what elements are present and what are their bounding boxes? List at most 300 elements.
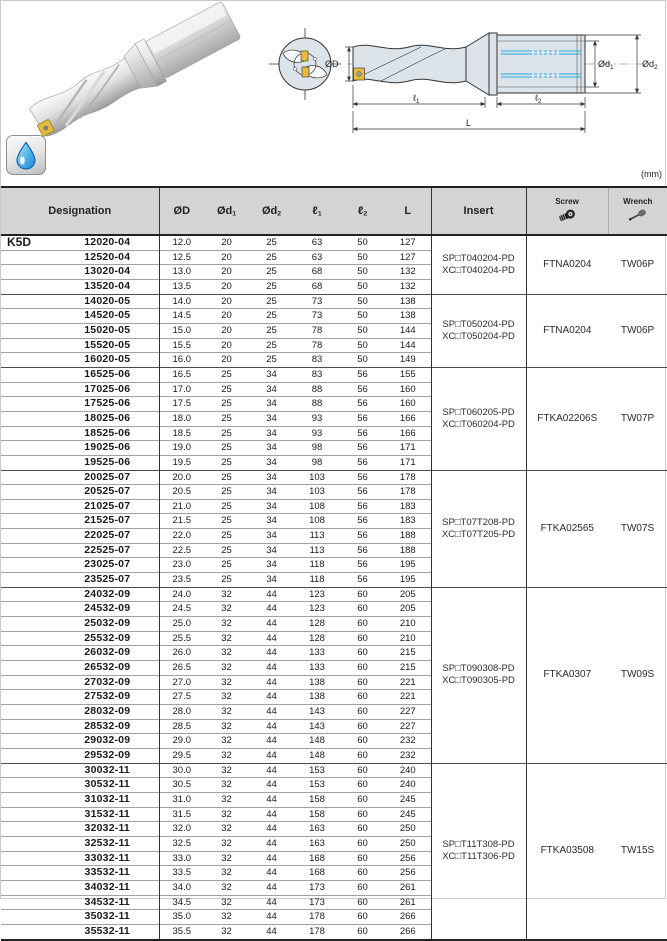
dimension-cell: 26.5 <box>159 661 204 676</box>
table-row <box>1 294 667 309</box>
dimension-cell: 23.5 <box>159 573 204 588</box>
designation-cell: 27032-09 <box>56 675 159 690</box>
designation-cell: 22525-07 <box>56 543 159 558</box>
designation-cell: 27532-09 <box>56 690 159 705</box>
dimension-cell: 18.5 <box>159 426 204 441</box>
dimension-cell: 83 <box>294 367 340 382</box>
dimension-cell: 24.5 <box>159 602 204 617</box>
dimension-cell: 153 <box>294 763 340 778</box>
dimension-cell: 32 <box>204 631 249 646</box>
dimension-cell: 44 <box>249 646 294 661</box>
dimension-cell: 44 <box>249 822 294 837</box>
dimension-cell: 173 <box>294 880 340 895</box>
dimension-cell: 178 <box>385 485 431 500</box>
series-cell <box>1 734 56 749</box>
dimension-cell: 148 <box>294 734 340 749</box>
series-cell <box>1 690 56 705</box>
dimension-cell: 133 <box>294 646 340 661</box>
dimension-cell: 34 <box>249 558 294 573</box>
series-cell <box>1 910 56 925</box>
series-label: K5D <box>7 235 32 249</box>
dimension-cell: 15.0 <box>159 323 204 338</box>
series-cell <box>1 675 56 690</box>
dimension-cell: 20 <box>204 323 249 338</box>
dimension-cell: 128 <box>294 631 340 646</box>
dimension-cell: 12.0 <box>172 237 192 248</box>
series-cell <box>1 558 56 573</box>
series-cell <box>1 778 56 793</box>
dimension-cell: 60 <box>340 690 385 705</box>
series-cell <box>1 485 56 500</box>
dimension-cell: 73 <box>294 294 340 309</box>
torx-driver-icon <box>628 207 648 222</box>
dimension-cell: 78 <box>294 338 340 353</box>
dimension-cell: 25 <box>204 499 249 514</box>
designation-cell: 17525-06 <box>56 397 159 412</box>
dimension-cell: 44 <box>249 617 294 632</box>
dimension-cell: 144 <box>385 323 431 338</box>
spec-table <box>1 186 667 941</box>
dimension-cell: 60 <box>340 631 385 646</box>
dimension-cell: 44 <box>249 748 294 763</box>
dimension-cell: 160 <box>385 382 431 397</box>
dimension-cell: 245 <box>385 792 431 807</box>
dimension-cell: 88 <box>294 397 340 412</box>
designation-cell: 25532-09 <box>56 631 159 646</box>
dimension-cell: 29.5 <box>159 748 204 763</box>
insert-cell: SP□T090308-PD XC□T090305-PD <box>431 587 526 763</box>
dimension-cell: 32 <box>204 880 249 895</box>
dimension-cell: 25 <box>204 455 249 470</box>
dimension-cell: 44 <box>249 910 294 925</box>
dimension-cell: 83 <box>294 353 340 368</box>
dimension-cell: 44 <box>249 675 294 690</box>
col-header-designation: Designation <box>1 187 159 235</box>
dimension-cell: 205 <box>385 587 431 602</box>
series-cell <box>1 397 56 412</box>
col-header-od1: $Ød_1$ <box>204 187 249 235</box>
dimension-cell: 205 <box>385 602 431 617</box>
designation-cell: 20525-07 <box>56 485 159 500</box>
col-header-od: ØD <box>159 187 204 235</box>
dimension-cell: 44 <box>249 778 294 793</box>
dimension-cell: 166 <box>385 426 431 441</box>
dimension-cell: 50 <box>340 250 385 265</box>
designation-cell: 32532-11 <box>56 836 159 851</box>
dimension-cell: 32 <box>204 924 249 939</box>
dimension-cell: 30.0 <box>159 763 204 778</box>
table-header-row <box>1 187 667 235</box>
dimension-cell: 25 <box>266 237 277 248</box>
dimension-cell: 215 <box>385 646 431 661</box>
dimension-cell: 123 <box>294 602 340 617</box>
dimension-cell: 56 <box>340 499 385 514</box>
dimension-cell: 133 <box>294 661 340 676</box>
dimension-cell: 32 <box>204 895 249 910</box>
series-cell <box>1 895 56 910</box>
dimension-cell: 50 <box>340 265 385 280</box>
dimension-cell: 32 <box>204 587 249 602</box>
dimension-cell: 25.0 <box>159 617 204 632</box>
dimension-cell: 25 <box>204 470 249 485</box>
dimension-cell: 108 <box>294 514 340 529</box>
dimension-cell: 171 <box>385 455 431 470</box>
dimension-cell: 60 <box>340 924 385 939</box>
dimension-cell: 60 <box>340 587 385 602</box>
dimension-cell: 60 <box>340 910 385 925</box>
dimension-cell: 14.0 <box>159 294 204 309</box>
dimension-cell: 19.0 <box>159 441 204 456</box>
dimension-cell: 15.5 <box>159 338 204 353</box>
dimension-cell: 149 <box>385 353 431 368</box>
dimension-cell: 168 <box>294 866 340 881</box>
series-cell <box>1 602 56 617</box>
dimension-cell: 166 <box>385 411 431 426</box>
drill-product-photo <box>7 3 259 155</box>
dimension-cell: 60 <box>340 807 385 822</box>
series-cell <box>1 470 56 485</box>
dimension-cell: 34 <box>249 455 294 470</box>
dimension-cell: 56 <box>340 441 385 456</box>
dimension-cell: 56 <box>340 514 385 529</box>
dimension-cell: 32 <box>204 778 249 793</box>
designation-cell: 35032-11 <box>56 910 159 925</box>
dimension-cell: 132 <box>385 265 431 280</box>
dimension-cell: 178 <box>294 910 340 925</box>
dimension-cell: 127 <box>385 250 431 265</box>
dimension-cell: 256 <box>385 851 431 866</box>
insert-cell: SP□T050204-PD XC□T050204-PD <box>431 294 526 367</box>
dimension-cell: 34.0 <box>159 880 204 895</box>
dimension-cell: 113 <box>294 529 340 544</box>
dimension-cell: 160 <box>385 397 431 412</box>
dimension-cell: 32 <box>204 851 249 866</box>
dimension-cell: 50 <box>357 237 368 248</box>
dimension-cell: 153 <box>294 778 340 793</box>
dimension-cell: 178 <box>385 470 431 485</box>
dimension-cell: 60 <box>340 778 385 793</box>
dimension-cell: 188 <box>385 543 431 558</box>
dimension-cell: 118 <box>294 558 340 573</box>
series-cell <box>1 499 56 514</box>
dimension-cell: 34 <box>249 397 294 412</box>
dimension-cell: 56 <box>340 470 385 485</box>
dimension-cell: 21.0 <box>159 499 204 514</box>
dimension-cell: 56 <box>340 558 385 573</box>
unit-label: (mm) <box>641 169 662 179</box>
col-header-wrench <box>608 187 667 235</box>
designation-cell: 28032-09 <box>56 705 159 720</box>
table-row <box>1 367 667 382</box>
dimension-cell: 25 <box>249 353 294 368</box>
dimension-cell: 28.5 <box>159 719 204 734</box>
insert-cell: SP□T060205-PD XC□T060204-PD <box>431 367 526 470</box>
col-header-insert: Insert <box>431 187 526 235</box>
dimension-cell: 240 <box>385 778 431 793</box>
dimension-cell: 171 <box>385 441 431 456</box>
dimension-cell: 32 <box>204 910 249 925</box>
designation-cell: 23525-07 <box>56 573 159 588</box>
dimension-cell: 44 <box>249 866 294 881</box>
dim-label-d: ØD <box>325 59 339 69</box>
designation-cell: 16525-06 <box>56 367 159 382</box>
series-cell <box>1 851 56 866</box>
table-row <box>1 763 667 778</box>
dimension-cell: 50 <box>340 323 385 338</box>
dimension-cell: 138 <box>294 675 340 690</box>
designation-cell: 12520-04 <box>56 250 159 265</box>
designation-cell: 18525-06 <box>56 426 159 441</box>
dimension-cell: 221 <box>385 690 431 705</box>
dimension-cell: 103 <box>294 485 340 500</box>
dimension-cell: 25 <box>204 558 249 573</box>
dim-label-overall: L <box>466 118 472 128</box>
designation-cell: 17025-06 <box>56 382 159 397</box>
wrench-cell: TW07S <box>608 470 667 587</box>
dimension-cell: 33.0 <box>159 851 204 866</box>
dimension-cell: 98 <box>294 455 340 470</box>
designation-cell: 30032-11 <box>56 763 159 778</box>
designation-cell: 22025-07 <box>56 529 159 544</box>
series-cell <box>1 426 56 441</box>
dimension-cell: 32 <box>204 617 249 632</box>
dimension-cell: 32 <box>204 792 249 807</box>
series-cell <box>1 441 56 456</box>
series-cell <box>1 529 56 544</box>
dimension-cell: 27.5 <box>159 690 204 705</box>
dimension-cell: 44 <box>249 734 294 749</box>
dimension-cell: 25 <box>249 338 294 353</box>
dimension-cell: 158 <box>294 792 340 807</box>
dimension-cell: 138 <box>294 690 340 705</box>
dimension-cell: 240 <box>385 763 431 778</box>
dimension-cell: 44 <box>249 924 294 939</box>
designation-cell: 24532-09 <box>56 602 159 617</box>
dimension-cell: 56 <box>340 543 385 558</box>
screw-cell: FTKA02565 <box>526 470 608 587</box>
series-cell <box>1 617 56 632</box>
dimension-cell: 256 <box>385 866 431 881</box>
dimension-cell: 25 <box>249 323 294 338</box>
dimension-cell: 60 <box>340 836 385 851</box>
designation-cell: 19025-06 <box>56 441 159 456</box>
dimension-cell: 123 <box>294 587 340 602</box>
dimension-cell: 56 <box>340 573 385 588</box>
dimension-cell: 25 <box>204 367 249 382</box>
dimension-cell: 34.5 <box>159 895 204 910</box>
dimension-cell: 60 <box>340 602 385 617</box>
dimension-cell: 25.5 <box>159 631 204 646</box>
wrench-cell: TW07P <box>608 367 667 470</box>
series-cell <box>1 543 56 558</box>
screw-header-label: Screw <box>555 197 579 206</box>
dimension-cell: 60 <box>340 880 385 895</box>
series-cell <box>1 514 56 529</box>
dimension-cell: 32.0 <box>159 822 204 837</box>
designation-cell: 14520-05 <box>56 309 159 324</box>
dimension-cell: 158 <box>294 807 340 822</box>
series-cell <box>1 411 56 426</box>
designation-cell: 18025-06 <box>56 411 159 426</box>
table-row <box>1 470 667 485</box>
dimension-cell: 22.0 <box>159 529 204 544</box>
dimension-cell: 12.5 <box>159 250 204 265</box>
dimension-cell: 27.0 <box>159 675 204 690</box>
wrench-cell: TW06P <box>608 294 667 367</box>
designation-cell: 16020-05 <box>56 353 159 368</box>
series-cell <box>1 279 56 294</box>
designation-cell: 31532-11 <box>56 807 159 822</box>
insert-cell: SP□T040204-PD XC□T040204-PD <box>431 235 526 294</box>
dimension-cell: 25 <box>204 485 249 500</box>
wrench-cell: TW09S <box>608 587 667 763</box>
dimension-cell: 163 <box>294 836 340 851</box>
designation-cell: 21025-07 <box>56 499 159 514</box>
dimension-cell: 32 <box>204 602 249 617</box>
dimension-cell: 34 <box>249 441 294 456</box>
dimension-cell: 183 <box>385 514 431 529</box>
dim-label-l1: ℓ$_1$ <box>413 93 420 105</box>
dimension-cell: 60 <box>340 748 385 763</box>
dimension-cell: 32 <box>204 866 249 881</box>
screw-cell: FTKA02206S <box>526 367 608 470</box>
dimension-cell: 44 <box>249 792 294 807</box>
series-cell <box>1 822 56 837</box>
dimension-cell: 56 <box>340 367 385 382</box>
dimension-cell: 25 <box>249 265 294 280</box>
dimension-cell: 34 <box>249 367 294 382</box>
dimension-cell: 261 <box>385 895 431 910</box>
dimension-cell: 138 <box>385 294 431 309</box>
dimension-cell: 138 <box>385 309 431 324</box>
dimension-cell: 32 <box>204 661 249 676</box>
designation-cell: 26532-09 <box>56 661 159 676</box>
series-cell <box>1 265 56 280</box>
dim-label-d1: $Ød_1$ <box>598 59 614 71</box>
dimension-cell: 26.0 <box>159 646 204 661</box>
col-header-l1: ℓ$_1$ <box>294 187 340 235</box>
designation-cell: 28532-09 <box>56 719 159 734</box>
dimension-cell: 195 <box>385 558 431 573</box>
designation-cell: 32032-11 <box>56 822 159 837</box>
designation-cell: 25032-09 <box>56 617 159 632</box>
dimension-cell: 127 <box>385 235 431 250</box>
designation-cell: 29532-09 <box>56 748 159 763</box>
insert-cell: SP□T07T208-PD XC□T07T205-PD <box>431 470 526 587</box>
designation-cell: 20025-07 <box>56 470 159 485</box>
dimension-cell: 44 <box>249 661 294 676</box>
dimension-cell: 215 <box>385 661 431 676</box>
dimension-cell: 44 <box>249 851 294 866</box>
wrench-cell: TW06P <box>620 258 655 270</box>
dimension-cell: 20 <box>204 265 249 280</box>
dimension-cell: 221 <box>385 675 431 690</box>
dimension-cell: 25 <box>249 250 294 265</box>
series-cell <box>1 719 56 734</box>
designation-cell: 21525-07 <box>56 514 159 529</box>
dimension-cell: 20 <box>204 353 249 368</box>
designation-cell: 34032-11 <box>56 880 159 895</box>
dimension-cell: 266 <box>385 924 431 939</box>
dimension-cell: 20 <box>204 294 249 309</box>
dimension-cell: 163 <box>294 822 340 837</box>
dimension-cell: 32 <box>204 763 249 778</box>
designation-cell: 35532-11 <box>56 924 159 939</box>
dimension-cell: 16.5 <box>159 367 204 382</box>
spec-table-body <box>1 235 667 940</box>
screw-cell: FTKA03508 <box>526 763 608 939</box>
dimension-cell: 144 <box>385 338 431 353</box>
dimension-cell: 232 <box>385 734 431 749</box>
col-header-l2: ℓ$_2$ <box>340 187 385 235</box>
dim-label-d2: $Ød_2$ <box>642 59 658 71</box>
dimension-cell: 50 <box>340 353 385 368</box>
series-cell <box>1 338 56 353</box>
dimension-cell: 73 <box>294 309 340 324</box>
dimension-cell: 25 <box>204 411 249 426</box>
designation-cell: 33032-11 <box>56 851 159 866</box>
designation-cell: 30532-11 <box>56 778 159 793</box>
series-cell <box>1 661 56 676</box>
series-cell <box>1 323 56 338</box>
designation-cell: 19525-06 <box>56 455 159 470</box>
dimension-cell: 56 <box>340 411 385 426</box>
dimension-cell: 56 <box>340 426 385 441</box>
dimension-cell: 23.0 <box>159 558 204 573</box>
series-cell <box>1 807 56 822</box>
dimension-cell: 34 <box>249 382 294 397</box>
col-header-od2: $Ød_2$ <box>249 187 294 235</box>
dimension-cell: 32.5 <box>159 836 204 851</box>
dimension-cell: 34 <box>249 543 294 558</box>
dimension-cell: 50 <box>340 338 385 353</box>
dimension-cell: 50 <box>340 309 385 324</box>
dimension-cell: 13.5 <box>159 279 204 294</box>
series-cell <box>1 294 56 309</box>
series-cell <box>1 836 56 851</box>
series-cell <box>1 792 56 807</box>
dimension-cell: 261 <box>385 880 431 895</box>
dimension-cell: 20 <box>204 338 249 353</box>
dimension-cell: 44 <box>249 631 294 646</box>
dimension-cell: 25 <box>204 382 249 397</box>
dimension-cell: 13.0 <box>159 265 204 280</box>
designation-cell: 12020-04 <box>56 235 159 250</box>
series-cell <box>1 646 56 661</box>
dimension-cell: 32 <box>204 675 249 690</box>
designation-cell: 33532-11 <box>56 866 159 881</box>
dimension-cell: 32 <box>204 690 249 705</box>
dimension-cell: 44 <box>249 719 294 734</box>
coolant-capability-badge <box>6 135 46 175</box>
dimension-cell: 60 <box>340 646 385 661</box>
dimension-cell: 173 <box>294 895 340 910</box>
dimension-cell: 34 <box>249 529 294 544</box>
dimension-cell: 60 <box>340 851 385 866</box>
dimension-cell: 148 <box>294 748 340 763</box>
dimension-cell: 35.0 <box>159 910 204 925</box>
dimension-cell: 60 <box>340 792 385 807</box>
screw-cell: FTNA0204 <box>543 258 592 270</box>
dimension-cell: 32 <box>204 719 249 734</box>
table-row <box>1 587 667 602</box>
dimension-cell: 68 <box>294 265 340 280</box>
designation-cell: 29032-09 <box>56 734 159 749</box>
series-cell <box>1 866 56 881</box>
screw-cell: FTKA0307 <box>526 587 608 763</box>
dimension-cell: 103 <box>294 470 340 485</box>
dimension-cell: 18.0 <box>159 411 204 426</box>
